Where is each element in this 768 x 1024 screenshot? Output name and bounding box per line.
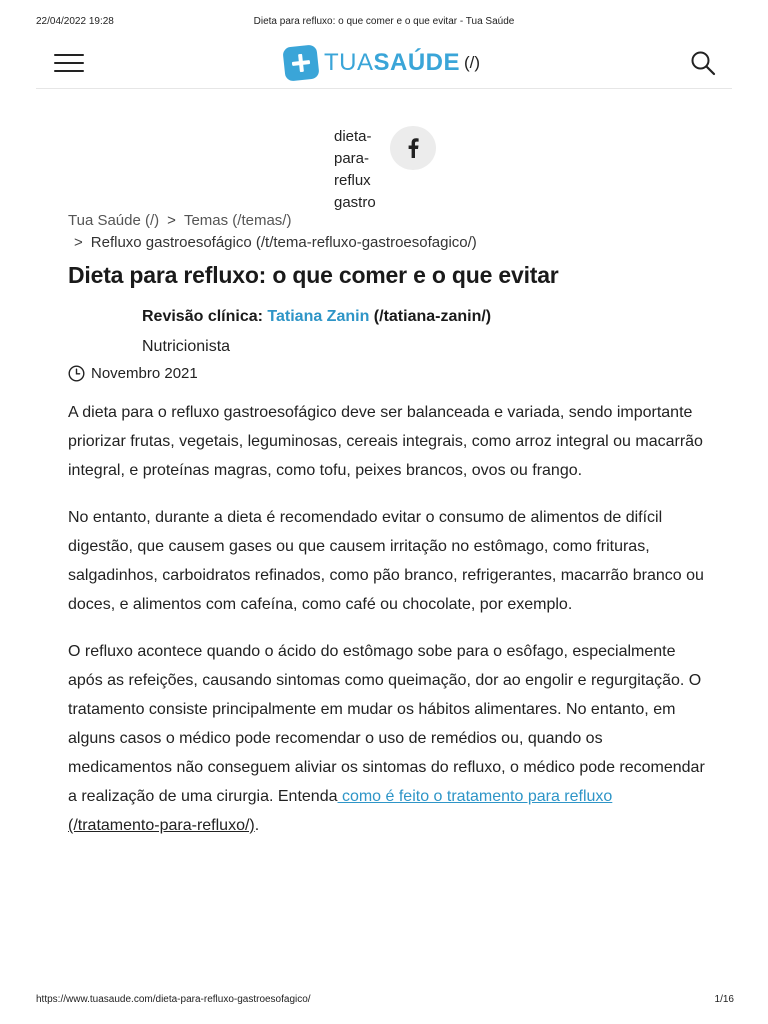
reviewer-name-link[interactable]: Tatiana Zanin: [267, 308, 370, 325]
clinical-review: [142, 306, 491, 358]
search-icon[interactable]: [690, 50, 716, 76]
article-paragraph-text: O refluxo acontece quando o ácido do estômago sobe para o esôfago, especialmente após as refeições, causando sintomas como queimação, dor ao engolir e regurgitação. O tratamento consiste principalmente em mudar os hábitos alimentares. No entanto, em alguns casos o médico pode recomendar o uso de remédios ou, quando os medicamentos não conseguem aliviar os sintomas do refluxo, o médico pode recomendar a realização de uma cirurgia. Entenda: [68, 643, 705, 805]
breadcrumb-temas[interactable]: Temas (/temas/): [183, 212, 292, 229]
article-paragraph: [68, 637, 708, 840]
share-stub-line: dieta-: [334, 128, 372, 145]
clock-icon: [68, 365, 85, 382]
review-label: Revisão clínica:: [142, 308, 263, 325]
treatment-link[interactable]: como é feito o tratamento para refluxo: [337, 788, 613, 805]
facebook-icon: [406, 138, 420, 158]
print-datetime: 22/04/2022 19:28: [36, 16, 114, 27]
print-url: https://www.tuasaude.com/dieta-para-refluxo-gastroesofagico/: [36, 994, 311, 1005]
reviewer-role: Nutricionista: [142, 338, 231, 355]
publish-date: [68, 365, 198, 382]
breadcrumb-separator: >: [167, 212, 176, 229]
breadcrumb-separator: >: [74, 234, 83, 251]
article-paragraph: A dieta para o refluxo gastroesofágico deve ser balanceada e variada, sendo importante priorizar frutas, vegetais, leguminosas, cereais integrais, como arroz integral ou macarrão integral, e proteínas magras, como tofu, peixes brancos, ovos ou frango.: [68, 404, 703, 479]
publish-date-text: Novembro 2021: [91, 365, 198, 382]
breadcrumb-home[interactable]: Tua Saúde (/): [68, 212, 160, 229]
breadcrumb: [68, 210, 477, 254]
plus-badge-icon: [282, 44, 319, 81]
article-paragraph: No entanto, durante a dieta é recomendado evitar o consumo de alimentos de difícil digestão, que causem gases ou que causem irritação no estômago, como frituras, salgadinhos, carboidratos refinados, como pão branco, refrigerantes, macarrão branco ou doces, e alimentos com cafeína, como café ou chocolate, por exemplo.: [68, 509, 704, 613]
breadcrumb-topic[interactable]: Refluxo gastroesofágico (/t/tema-refluxo-gastroesofagico/): [90, 234, 477, 251]
print-doc-title: Dieta para refluxo: o que comer e o que evitar - Tua Saúde: [253, 16, 515, 27]
page-title: Dieta para refluxo: o que comer e o que evitar: [68, 262, 559, 288]
share-stub-line: para-: [334, 150, 370, 167]
share-url-stub: [334, 126, 380, 222]
article-body: [68, 398, 708, 858]
logo-link-path: (/): [464, 53, 481, 72]
print-page-number: 1/16: [714, 994, 734, 1005]
share-stub-line: gastro: [334, 194, 376, 211]
print-header: [0, 16, 768, 30]
share-stub-line: reflux: [334, 172, 371, 189]
facebook-share-button[interactable]: [390, 126, 436, 170]
hamburger-icon[interactable]: [54, 52, 84, 74]
treatment-link-path[interactable]: (/tratamento-para-refluxo/): [68, 817, 255, 834]
link-tail: .: [254, 817, 260, 834]
reviewer-path[interactable]: (/tatiana-zanin/): [373, 308, 492, 325]
site-logo[interactable]: [284, 45, 480, 81]
logo-wordmark: TUASAÚDE: [324, 49, 461, 76]
site-header: [36, 40, 732, 89]
